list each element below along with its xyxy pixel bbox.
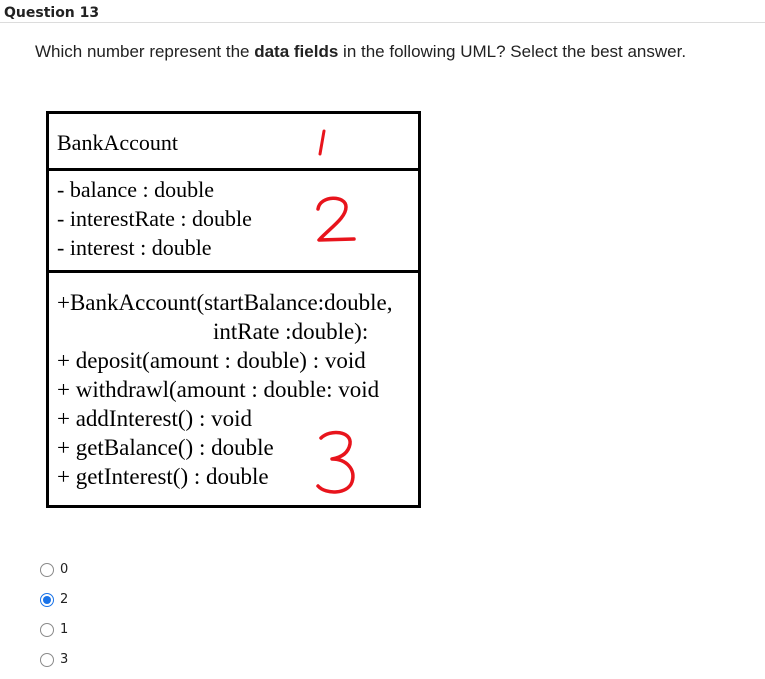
radio-button-icon[interactable] xyxy=(40,623,54,637)
radio-button-selected-icon[interactable] xyxy=(40,593,54,607)
question-header: Question 13 xyxy=(4,5,100,21)
uml-method-continuation: intRate :double): xyxy=(213,319,369,344)
uml-methods-section xyxy=(49,273,418,508)
uml-method: + withdrawl(amount : double: void xyxy=(57,377,380,402)
option-2[interactable] xyxy=(40,592,100,610)
handwritten-annotation-3 xyxy=(312,428,362,498)
radio-button-icon[interactable] xyxy=(40,653,54,667)
prompt-text-end: in the following UML? Select the best answer. xyxy=(338,42,687,61)
uml-class-name-section xyxy=(49,114,418,171)
header-divider xyxy=(0,22,765,23)
uml-field: - balance : double xyxy=(57,177,214,202)
prompt-text-start: Which number represent the xyxy=(35,42,255,61)
uml-method: + getBalance() : double xyxy=(57,435,274,460)
radio-button-icon[interactable] xyxy=(40,563,54,577)
handwritten-annotation-2 xyxy=(308,192,363,247)
option-0[interactable] xyxy=(40,562,100,580)
option-label: 2 xyxy=(60,592,69,607)
uml-field: - interestRate : double xyxy=(57,206,252,231)
uml-method: + deposit(amount : double) : void xyxy=(57,348,366,373)
prompt-text-bold: data fields xyxy=(254,42,339,61)
uml-method: + addInterest() : void xyxy=(57,406,252,431)
handwritten-annotation-1 xyxy=(310,128,340,158)
option-label: 3 xyxy=(60,652,69,667)
option-1[interactable] xyxy=(40,622,100,640)
option-3[interactable] xyxy=(40,652,100,670)
uml-field: - interest : double xyxy=(57,235,212,260)
option-label: 0 xyxy=(60,562,69,577)
uml-method: + getInterest() : double xyxy=(57,464,269,489)
option-label: 1 xyxy=(60,622,69,637)
question-prompt xyxy=(35,42,686,62)
uml-class-name: BankAccount xyxy=(57,130,178,155)
uml-class-diagram xyxy=(46,111,421,508)
uml-method: +BankAccount(startBalance:double, xyxy=(57,290,393,315)
